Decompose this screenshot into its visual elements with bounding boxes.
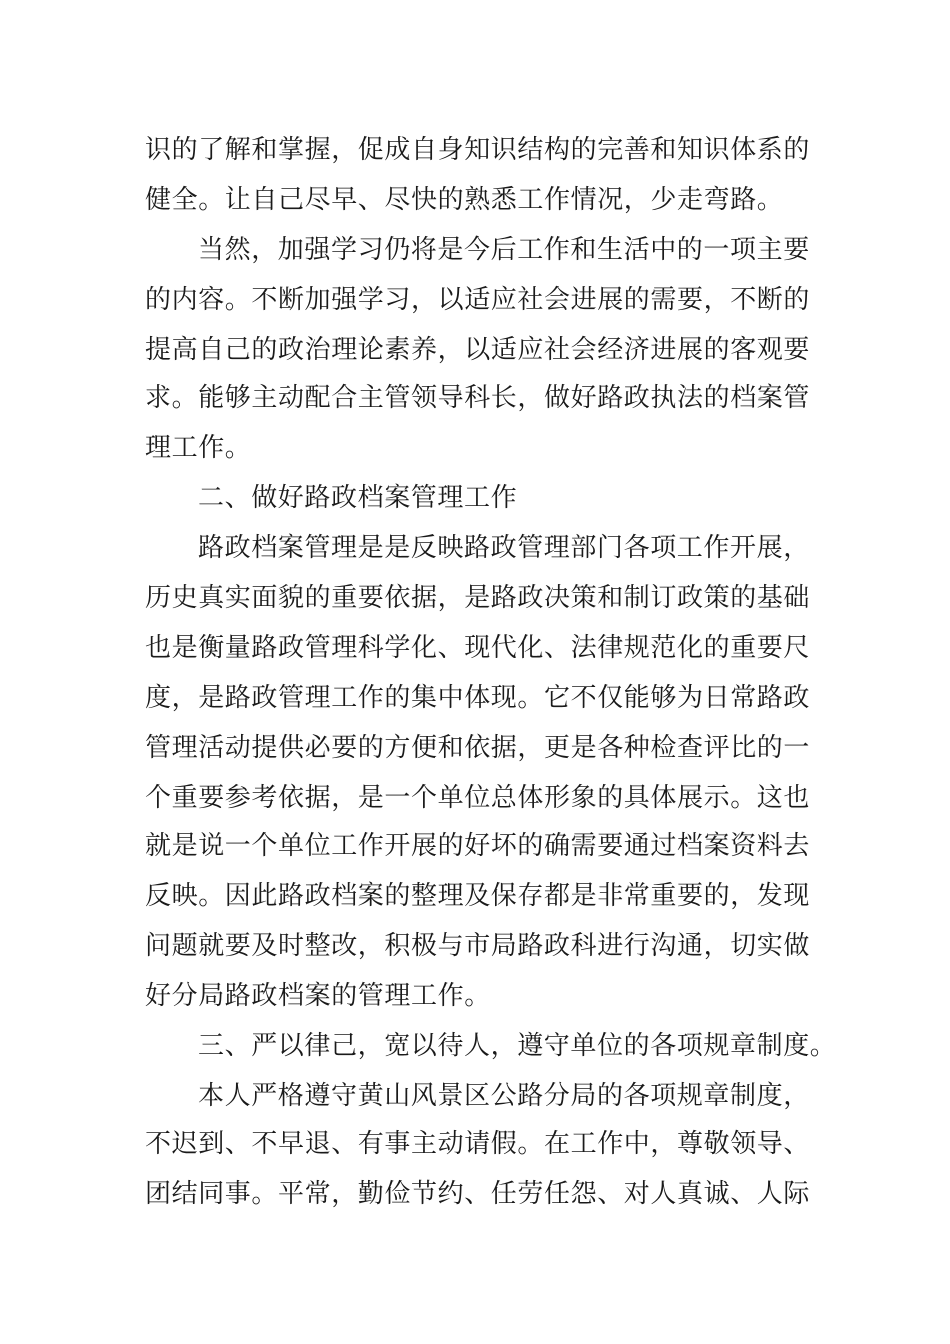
text-line: 反映。因此路政档案的整理及保存都是非常重要的，发现 [145,881,811,911]
section-heading: 三、严以律己，宽以待人，遵守单位的各项规章制度。 [198,1031,837,1061]
text-line: 历史真实面貌的重要依据，是路政决策和制订政策的基础 [145,583,811,613]
text-line: 问题就要及时整改，积极与市局路政科进行沟通，切实做 [145,931,811,961]
paragraph-first-line: 当然，加强学习仍将是今后工作和生活中的一项主要 [198,235,810,265]
text-line: 团结同事。平常，勤俭节约、任劳任怨、对人真诚、人际 [145,1179,811,1209]
text-line: 好分局路政档案的管理工作。 [145,981,491,1011]
text-line: 个重要参考依据，是一个单位总体形象的具体展示。这也 [145,783,811,813]
text-line: 求。能够主动配合主管领导科长，做好路政执法的档案管 [145,383,811,413]
text-line: 健全。让自己尽早、尽快的熟悉工作情况，少走弯路。 [145,185,784,215]
text-line: 提高自己的政治理论素养，以适应社会经济进展的客观要 [145,335,811,365]
section-heading: 二、做好路政档案管理工作 [198,483,518,513]
text-line: 识的了解和掌握，促成自身知识结构的完善和知识体系的 [145,135,811,165]
paragraph-first-line: 路政档案管理是是反映路政管理部门各项工作开展， [198,533,810,563]
paragraph-first-line: 本人严格遵守黄山风景区公路分局的各项规章制度， [198,1081,810,1111]
text-line: 管理活动提供必要的方便和依据，更是各种检查评比的一 [145,733,811,763]
text-line: 的内容。不断加强学习，以适应社会进展的需要，不断的 [145,285,811,315]
text-line: 不迟到、不早退、有事主动请假。在工作中，尊敬领导、 [145,1129,811,1159]
text-line: 就是说一个单位工作开展的好坏的确需要通过档案资料去 [145,831,811,861]
text-line: 度，是路政管理工作的集中体现。它不仅能够为日常路政 [145,683,811,713]
text-line: 理工作。 [145,433,252,463]
text-line: 也是衡量路政管理科学化、现代化、法律规范化的重要尺 [145,633,811,663]
